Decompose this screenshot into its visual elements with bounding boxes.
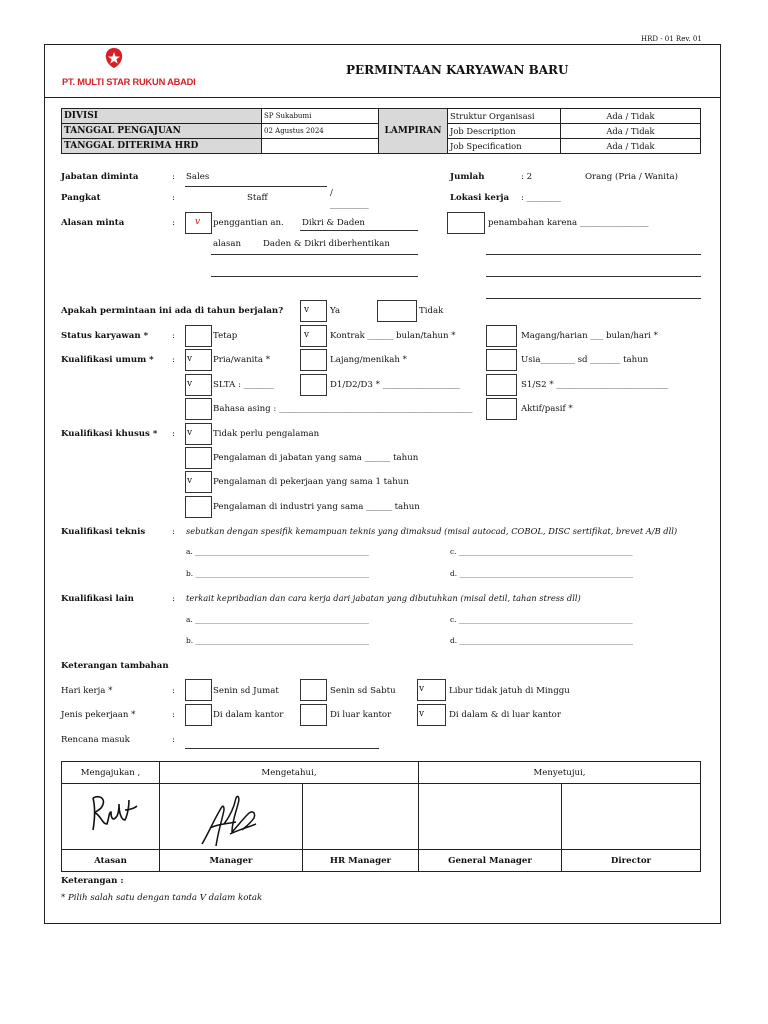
lampiran-item: Job Description <box>448 124 561 139</box>
dalam-luar-label: Di dalam & di luar kantor <box>449 710 561 720</box>
check-mark: v <box>304 330 310 340</box>
aktif-checkbox[interactable] <box>486 398 517 420</box>
alasan-penggantian-checkbox[interactable] <box>185 212 212 234</box>
jumlah-unit: Orang (Pria / Wanita) <box>585 172 678 182</box>
teknis-b[interactable]: b. _______________________________________________ <box>186 569 370 578</box>
director-signature-cell[interactable] <box>562 784 701 850</box>
pria-wanita-checkbox[interactable] <box>185 349 212 371</box>
slta-label: SLTA : _______ <box>213 380 274 390</box>
senin-jumat-label: Senin sd Jumat <box>213 686 279 696</box>
doc-code: HRD - 01 Rev. 01 <box>641 35 702 43</box>
rencana-masuk-label: Rencana masuk <box>61 735 130 745</box>
alasan-line-2[interactable] <box>211 276 418 277</box>
magang-label: Magang/harian ___ bulan/hari * <box>521 331 658 341</box>
colon: : <box>172 594 175 604</box>
lampiran-label: LAMPIRAN <box>379 109 448 154</box>
mengajukan-header: Mengajukan , <box>62 762 160 784</box>
dalam-kantor-checkbox[interactable] <box>185 704 212 726</box>
opt-penggantian: penggantian an. <box>213 218 284 228</box>
ada-tidak[interactable]: Ada / Tidak <box>561 139 701 154</box>
check-mark: v <box>187 354 193 364</box>
alasan-label: Alasan minta <box>61 218 125 228</box>
colon: : <box>172 193 175 203</box>
tgl-diterima-label: TANGGAL DITERIMA HRD <box>62 139 262 154</box>
lain-d[interactable]: d. _______________________________________________ <box>450 636 634 645</box>
alasan-penambahan-checkbox[interactable] <box>447 212 485 234</box>
usia-label: Usia________ sd _______ tahun <box>521 355 649 365</box>
colon: : <box>172 355 175 365</box>
lajang-label: Lajang/menikah * <box>330 355 407 365</box>
penggantian-underline <box>300 230 418 231</box>
title-divider <box>44 97 721 98</box>
libur-label: Libur tidak jatuh di Minggu <box>449 686 570 696</box>
colon: : <box>172 218 175 228</box>
pangkat-value[interactable]: Staff <box>247 193 268 203</box>
teknis-a[interactable]: a. _______________________________________________ <box>186 547 369 556</box>
senin-sabtu-checkbox[interactable] <box>300 679 327 701</box>
hari-kerja-label: Hari kerja * <box>61 686 113 696</box>
check-mark: v <box>195 217 201 227</box>
lain-c[interactable]: c. _______________________________________________ <box>450 615 633 624</box>
tgl-pengajuan-value[interactable]: 02 Agustus 2024 <box>262 124 379 139</box>
luar-kantor-label: Di luar kantor <box>330 710 392 720</box>
s1s2-checkbox[interactable] <box>486 374 517 396</box>
kualifikasi-khusus-label: Kualifikasi khusus * <box>61 429 158 439</box>
pangkat-blank[interactable]: _________ <box>330 200 369 210</box>
s1s2-label: S1/S2 * __________________________ <box>521 380 669 390</box>
pangkat-label: Pangkat <box>61 193 101 203</box>
mengetahui-header: Mengetahui, <box>160 762 419 784</box>
luar-kantor-checkbox[interactable] <box>300 704 327 726</box>
colon: : <box>172 735 175 745</box>
footer-note: * Pilih salah satu dengan tanda V dalam kotak <box>61 893 263 903</box>
lain-hint: terkait kepribadian dan cara kerja dari jabatan yang dibutuhkan (misal detil, tahan stress dll) <box>186 593 581 603</box>
kualifikasi-umum-label: Kualifikasi umum * <box>61 355 154 365</box>
ada-tidak[interactable]: Ada / Tidak <box>561 124 701 139</box>
status-label: Status karyawan * <box>61 331 149 341</box>
penggantian-value[interactable]: Dikri & Daden <box>302 218 365 228</box>
khusus-item-4: Pengalaman di industri yang sama ______ tahun <box>213 502 420 512</box>
lain-b[interactable]: b. _______________________________________________ <box>186 636 370 645</box>
tgl-pengajuan-label: TANGGAL PENGAJUAN <box>62 124 262 139</box>
role-general-manager: General Manager <box>419 850 562 872</box>
kualifikasi-lain-label: Kualifikasi lain <box>61 594 134 604</box>
colon: : <box>172 686 175 696</box>
alasan-sublabel: alasan <box>213 239 242 249</box>
bahasa-label: Bahasa asing : _____________________________________________ <box>213 404 473 414</box>
jabatan-label: Jabatan diminta <box>61 172 139 182</box>
tgl-diterima-value[interactable] <box>262 139 379 154</box>
signature-table <box>61 761 701 872</box>
khusus-item-2: Pengalaman di jabatan yang sama ______ tahun <box>213 453 419 463</box>
dalam-luar-checkbox[interactable] <box>417 704 446 726</box>
tetap-label: Tetap <box>213 331 238 341</box>
rencana-masuk-input[interactable] <box>185 748 379 749</box>
teknis-hint: sebutkan dengan spesifik kemampuan teknis yang dimaksud (misal autocad, COBOL, DISC sertifikat, brevet A/B dll) <box>186 526 678 536</box>
company-name: PT. MULTI STAR RUKUN ABADI <box>62 77 196 87</box>
khusus-item-3: Pengalaman di pekerjaan yang sama 1 tahun <box>213 477 409 487</box>
colon: : <box>172 429 175 439</box>
colon: : <box>172 527 175 537</box>
d123-label: D1/D2/D3 * __________________ <box>330 380 460 390</box>
page-title: PERMINTAAN KARYAWAN BARU <box>346 63 569 77</box>
penambahan-line-3[interactable] <box>486 298 701 299</box>
teknis-c[interactable]: c. _______________________________________________ <box>450 547 633 556</box>
header-table <box>61 108 701 154</box>
tidak-checkbox[interactable] <box>377 300 417 322</box>
lampiran-item: Struktur Organisasi <box>448 109 561 124</box>
khusus-checkbox-3[interactable] <box>185 471 212 493</box>
colon: : <box>172 331 175 341</box>
check-mark: v <box>419 684 425 694</box>
ya-label: Ya <box>330 306 341 316</box>
jabatan-value[interactable]: Sales <box>186 172 210 182</box>
divisi-value[interactable]: SP Sukabumi <box>262 109 379 124</box>
senin-sabtu-label: Senin sd Sabtu <box>330 686 396 696</box>
alasan-value[interactable]: Daden & Dikri diberhentikan <box>263 239 390 249</box>
dalam-kantor-label: Di dalam kantor <box>213 710 284 720</box>
role-director: Director <box>562 850 701 872</box>
colon: : <box>172 710 175 720</box>
aktif-label: Aktif/pasif * <box>521 404 573 414</box>
tetap-checkbox[interactable] <box>185 325 212 347</box>
pangkat-slash: / <box>330 188 333 198</box>
role-atasan: Atasan <box>62 850 160 872</box>
penambahan-line-2[interactable] <box>486 276 701 277</box>
colon: : <box>172 172 175 182</box>
atasan-signature-cell[interactable] <box>62 784 160 850</box>
jenis-pekerjaan-label: Jenis pekerjaan * <box>61 710 136 720</box>
company-logo <box>104 47 124 69</box>
role-manager: Manager <box>160 850 303 872</box>
hr-manager-signature-cell[interactable] <box>303 784 419 850</box>
divisi-label: DIVISI <box>62 109 262 124</box>
lokasi-label: Lokasi kerja <box>450 193 510 203</box>
kontrak-checkbox[interactable] <box>300 325 327 347</box>
d123-checkbox[interactable] <box>300 374 327 396</box>
lajang-checkbox[interactable] <box>300 349 327 371</box>
magang-checkbox[interactable] <box>486 325 517 347</box>
bahasa-checkbox[interactable] <box>185 398 212 420</box>
slta-checkbox[interactable] <box>185 374 212 396</box>
lokasi-value[interactable]: : ________ <box>521 193 562 203</box>
khusus-checkbox-1[interactable] <box>185 423 212 445</box>
libur-checkbox[interactable] <box>417 679 446 701</box>
atasan-signature <box>81 790 141 840</box>
footer-label: Keterangan : <box>61 876 124 886</box>
khusus-item-1: Tidak perlu pengalaman <box>213 429 320 439</box>
teknis-d[interactable]: d. _______________________________________________ <box>450 569 634 578</box>
lain-a[interactable]: a. _______________________________________________ <box>186 615 369 624</box>
khusus-checkbox-2[interactable] <box>185 447 212 469</box>
gm-signature-cell[interactable] <box>419 784 562 850</box>
senin-jumat-checkbox[interactable] <box>185 679 212 701</box>
check-mark: v <box>187 476 193 486</box>
jumlah-value[interactable]: : 2 <box>521 172 533 182</box>
check-mark: v <box>187 379 193 389</box>
usia-checkbox[interactable] <box>486 349 517 371</box>
role-hr-manager: HR Manager <box>303 850 419 872</box>
menyetujui-header: Menyetujui, <box>419 762 701 784</box>
check-mark: v <box>304 305 310 315</box>
kontrak-label: Kontrak ______ bulan/tahun * <box>330 331 456 341</box>
khusus-checkbox-4[interactable] <box>185 496 212 518</box>
keterangan-tambahan-label: Keterangan tambahan <box>61 661 169 671</box>
jumlah-label: Jumlah <box>450 172 485 182</box>
manager-signature <box>196 790 266 852</box>
ada-tidak[interactable]: Ada / Tidak <box>561 109 701 124</box>
manager-signature-cell[interactable] <box>160 784 303 850</box>
jabatan-underline <box>185 186 327 187</box>
lampiran-item: Job Specification <box>448 139 561 154</box>
opt-penambahan[interactable]: penambahan karena ________________ <box>488 218 649 228</box>
tahun-berjalan-question: Apakah permintaan ini ada di tahun berjalan? <box>61 306 284 316</box>
penambahan-line-1[interactable] <box>486 254 701 255</box>
kualifikasi-teknis-label: Kualifikasi teknis <box>61 527 146 537</box>
check-mark: v <box>187 428 193 438</box>
pria-wanita-label: Pria/wanita * <box>213 355 271 365</box>
check-mark: v <box>419 709 425 719</box>
tidak-label: Tidak <box>419 306 444 316</box>
alasan-line-1[interactable] <box>211 254 418 255</box>
ya-checkbox[interactable] <box>300 300 327 322</box>
